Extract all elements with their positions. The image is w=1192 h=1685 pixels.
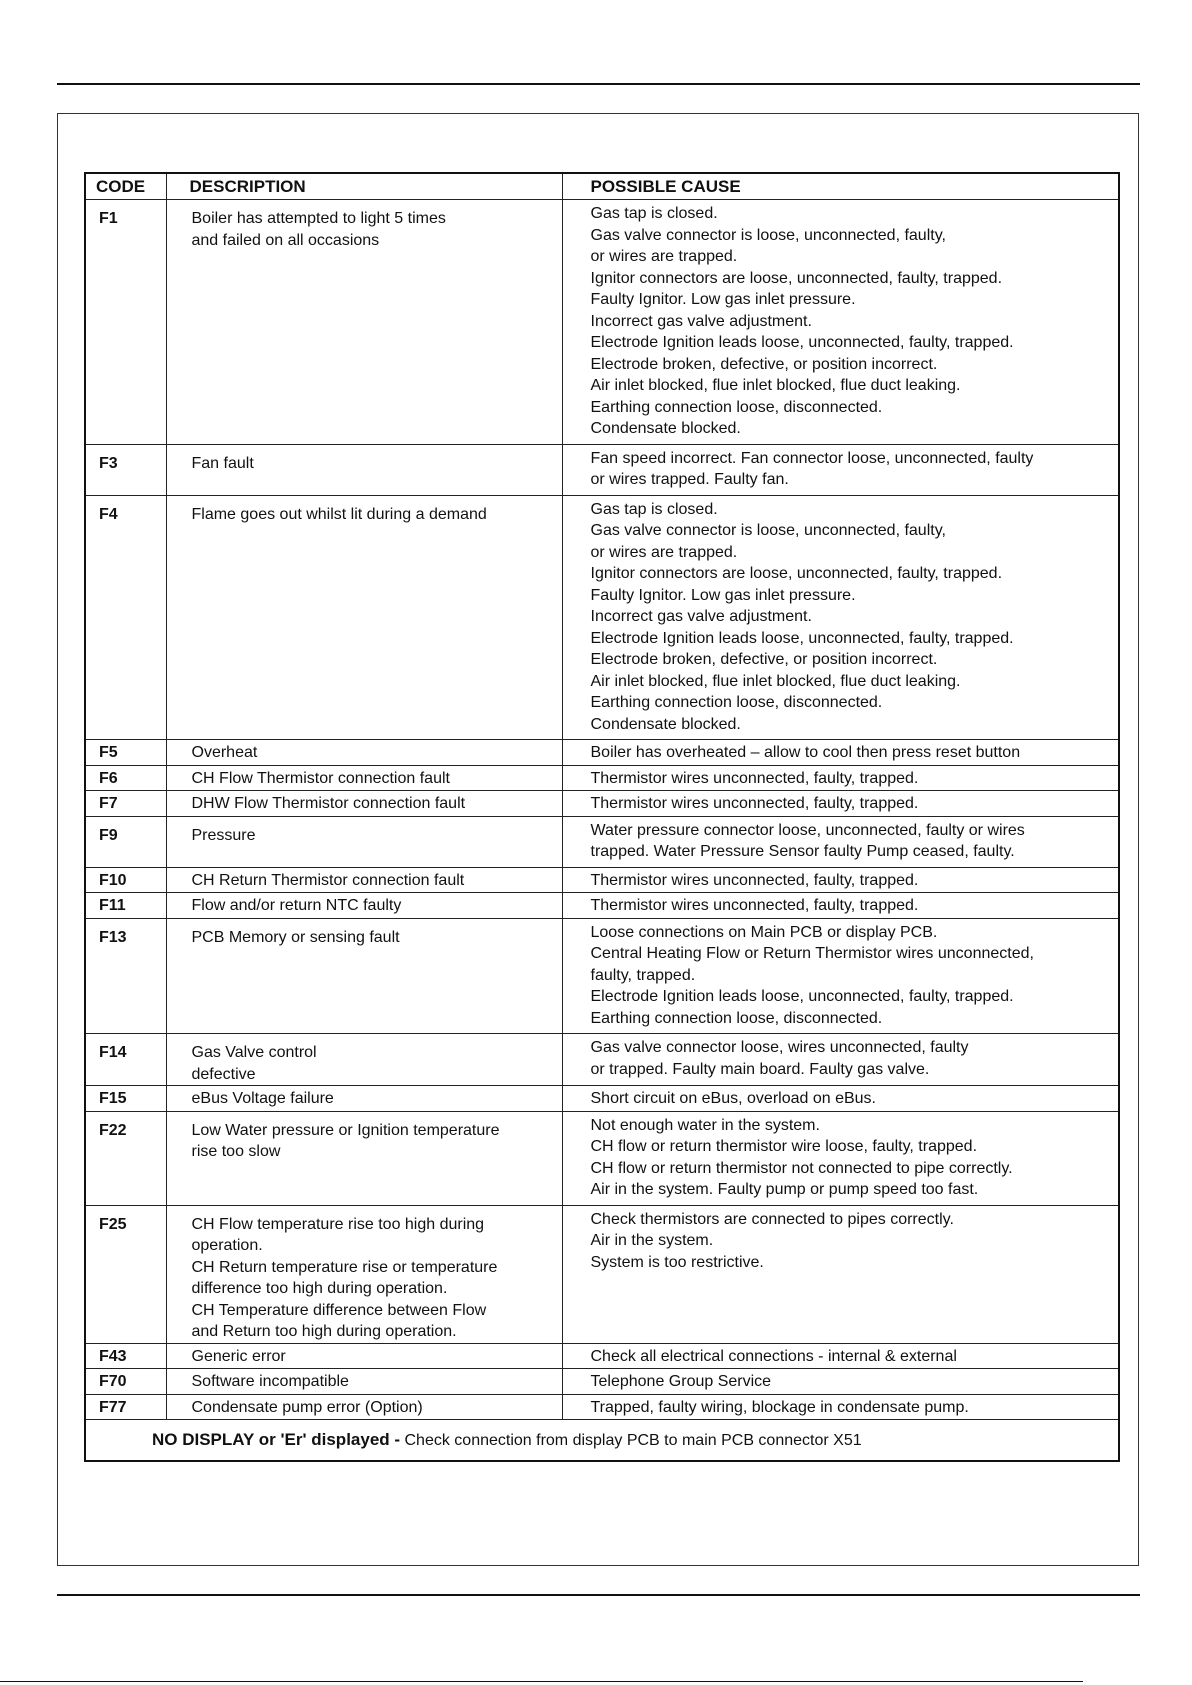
cause-line: or trapped. Faulty main board. Faulty gas valve. [590, 1060, 930, 1078]
description-line: and Return too high during operation. [191, 1323, 457, 1340]
fault-description [166, 1034, 562, 1086]
cause-line: Electrode Ignition leads loose, unconnected, faulty, trapped. [590, 334, 1014, 351]
table-row [85, 200, 1119, 445]
cause-line: Faulty Ignitor. Low gas inlet pressure. [590, 586, 856, 604]
possible-cause [562, 495, 1119, 740]
fault-code: F43 [85, 1343, 166, 1369]
cause-line: Air inlet blocked, flue inlet blocked, flue duct leaking. [590, 672, 961, 690]
cause-line: Thermistor wires unconnected, faulty, trapped. [590, 897, 919, 914]
cause-line: Gas valve connector loose, wires unconnected, faulty [590, 1039, 969, 1056]
fault-description [166, 495, 562, 740]
possible-cause [562, 918, 1119, 1034]
cause-line: Air in the system. Faulty pump or pump speed too fast. [590, 1181, 979, 1198]
fault-code: F15 [85, 1086, 166, 1112]
fault-description [166, 1086, 562, 1112]
description-line: CH Return Thermistor connection fault [191, 871, 465, 889]
fault-code: F22 [85, 1111, 166, 1205]
bottom-rule [57, 1594, 1140, 1596]
description-line: Low Water pressure or Ignition temperature [191, 1121, 500, 1139]
table-row [85, 1369, 1119, 1395]
possible-cause [562, 867, 1119, 893]
possible-cause [562, 1086, 1119, 1112]
fault-code: F10 [85, 867, 166, 893]
cause-line: Ignitor connectors are loose, unconnected, faulty, trapped. [590, 269, 1003, 287]
fault-code: F11 [85, 893, 166, 919]
table-row [85, 740, 1119, 766]
fault-code: F4 [85, 495, 166, 740]
description-line: Condensate pump error (Option) [191, 1398, 423, 1416]
fault-code: F3 [85, 444, 166, 495]
table-header-row [85, 173, 1119, 200]
possible-cause [562, 1343, 1119, 1369]
possible-cause [562, 1205, 1119, 1343]
cause-line: Gas tap is closed. [590, 205, 718, 222]
fault-description [166, 200, 562, 445]
description-line: difference too high during operation. [191, 1280, 448, 1297]
table-row [85, 867, 1119, 893]
cause-line: Earthing connection loose, disconnected. [590, 694, 883, 711]
cause-line: Thermistor wires unconnected, faulty, trapped. [590, 795, 919, 812]
cause-line: Gas tap is closed. [590, 500, 718, 518]
cause-line: Trapped, faulty wiring, blockage in condensate pump. [590, 1398, 969, 1416]
cause-line: Boiler has overheated – allow to cool then press reset button [590, 744, 1021, 761]
fault-description [166, 1343, 562, 1369]
cause-line: Gas valve connector is loose, unconnected, faulty, [590, 522, 946, 539]
fault-code: F6 [85, 765, 166, 791]
header-code: CODE [85, 173, 166, 200]
no-display-instruction: Check connection from display PCB to main PCB connector X51 [404, 1431, 862, 1449]
fault-code: F7 [85, 791, 166, 817]
table-row [85, 1086, 1119, 1112]
cause-line: Electrode Ignition leads loose, unconnected, faulty, trapped. [590, 988, 1014, 1005]
table-footer-row [85, 1420, 1119, 1462]
fault-code-table [84, 172, 1120, 1462]
fault-description [166, 444, 562, 495]
footer-rule [0, 1681, 1083, 1682]
description-line: operation. [191, 1237, 263, 1254]
cause-line: CH flow or return thermistor not connected to pipe correctly. [590, 1159, 1013, 1177]
cause-line: Electrode broken, defective, or position incorrect. [590, 651, 938, 668]
description-line: defective [191, 1065, 256, 1083]
fault-description [166, 740, 562, 766]
description-line: Fan fault [191, 454, 254, 472]
table-row [85, 1394, 1119, 1420]
fault-description [166, 893, 562, 919]
possible-cause [562, 200, 1119, 445]
description-line: CH Temperature difference between Flow [191, 1301, 487, 1319]
table-row [85, 495, 1119, 740]
cause-line: Check thermistors are connected to pipes correctly. [590, 1210, 954, 1228]
table-row [85, 765, 1119, 791]
cause-line: faulty, trapped. [590, 966, 696, 984]
possible-cause [562, 893, 1119, 919]
fault-code: F70 [85, 1369, 166, 1395]
cause-line: Air in the system. [590, 1232, 714, 1249]
no-display-note [85, 1420, 1119, 1462]
cause-line: CH flow or return thermistor wire loose, faulty, trapped. [590, 1138, 978, 1155]
cause-line: Air inlet blocked, flue inlet blocked, flue duct leaking. [590, 377, 961, 394]
possible-cause [562, 1369, 1119, 1395]
top-rule [57, 83, 1140, 85]
fault-description [166, 1394, 562, 1420]
fault-description [166, 918, 562, 1034]
description-line: DHW Flow Thermistor connection fault [191, 795, 466, 812]
table-row [85, 816, 1119, 867]
cause-line: Thermistor wires unconnected, faulty, trapped. [590, 871, 919, 889]
fault-code: F25 [85, 1205, 166, 1343]
cause-line: Ignitor connectors are loose, unconnected, faulty, trapped. [590, 565, 1003, 582]
description-line: CH Flow Thermistor connection fault [191, 769, 450, 787]
fault-rows [85, 200, 1119, 1420]
cause-line: Incorrect gas valve adjustment. [590, 312, 812, 330]
possible-cause [562, 444, 1119, 495]
cause-line: trapped. Water Pressure Sensor faulty Pump ceased, faulty. [590, 843, 1015, 860]
possible-cause [562, 740, 1119, 766]
fault-code: F5 [85, 740, 166, 766]
table-row [85, 918, 1119, 1034]
cause-line: or wires trapped. Faulty fan. [590, 471, 789, 488]
description-line: Pressure [191, 826, 256, 844]
cause-line: Earthing connection loose, disconnected. [590, 398, 883, 416]
cause-line: Electrode Ignition leads loose, unconnected, faulty, trapped. [590, 629, 1014, 647]
description-line: PCB Memory or sensing fault [191, 928, 400, 946]
table-row [85, 893, 1119, 919]
cause-line: Check all electrical connections - internal & external [590, 1347, 957, 1365]
cause-line: System is too restrictive. [590, 1253, 764, 1271]
cause-line: or wires are trapped. [590, 248, 738, 265]
description-line: Flow and/or return NTC faulty [191, 897, 402, 914]
fault-code: F77 [85, 1394, 166, 1420]
description-line: CH Flow temperature rise too high during [191, 1215, 485, 1233]
fault-code: F9 [85, 816, 166, 867]
fault-description [166, 1205, 562, 1343]
cause-line: Central Heating Flow or Return Thermistor wires unconnected, [590, 945, 1034, 962]
cause-line: Fan speed incorrect. Fan connector loose, unconnected, faulty [590, 449, 1034, 467]
cause-line: Condensate blocked. [590, 715, 741, 733]
description-line: CH Return temperature rise or temperature [191, 1258, 498, 1276]
cause-line: or wires are trapped. [590, 543, 738, 561]
possible-cause [562, 1034, 1119, 1086]
cause-line: Gas valve connector is loose, unconnected, faulty, [590, 226, 946, 244]
fault-description [166, 867, 562, 893]
description-line: eBus Voltage failure [191, 1090, 334, 1107]
possible-cause [562, 791, 1119, 817]
fault-description [166, 1369, 562, 1395]
description-line: Gas Valve control [191, 1044, 317, 1061]
description-line: Flame goes out whilst lit during a demand [191, 505, 487, 523]
fault-description [166, 791, 562, 817]
fault-description [166, 816, 562, 867]
possible-cause [562, 1394, 1119, 1420]
possible-cause [562, 816, 1119, 867]
cause-line: Thermistor wires unconnected, faulty, trapped. [590, 769, 919, 787]
fault-code: F14 [85, 1034, 166, 1086]
description-line: Overheat [191, 744, 258, 761]
cause-line: Incorrect gas valve adjustment. [590, 608, 812, 625]
table-row [85, 791, 1119, 817]
header-description: DESCRIPTION [166, 173, 562, 200]
fault-description [166, 1111, 562, 1205]
cause-line: Loose connections on Main PCB or display PCB. [590, 923, 938, 941]
table-row [85, 1343, 1119, 1369]
table-row [85, 1205, 1119, 1343]
description-line: rise too slow [191, 1143, 281, 1160]
cause-line: Electrode broken, defective, or position incorrect. [590, 355, 938, 373]
fault-code: F13 [85, 918, 166, 1034]
fault-description [166, 765, 562, 791]
cause-line: Faulty Ignitor. Low gas inlet pressure. [590, 291, 856, 308]
cause-line: Telephone Group Service [590, 1373, 772, 1390]
description-line: Generic error [191, 1347, 286, 1365]
header-possible-cause: POSSIBLE CAUSE [562, 173, 1119, 200]
table-row [85, 1034, 1119, 1086]
description-line: Boiler has attempted to light 5 times [191, 210, 446, 227]
description-line: Software incompatible [191, 1373, 349, 1390]
description-line: and failed on all occasions [191, 231, 380, 249]
fault-code: F1 [85, 200, 166, 445]
cause-line: Not enough water in the system. [590, 1116, 820, 1134]
possible-cause [562, 1111, 1119, 1205]
cause-line: Short circuit on eBus, overload on eBus. [590, 1090, 876, 1107]
possible-cause [562, 765, 1119, 791]
cause-line: Water pressure connector loose, unconnected, faulty or wires [590, 821, 1025, 839]
cause-line: Earthing connection loose, disconnected. [590, 1009, 883, 1027]
table-row [85, 444, 1119, 495]
cause-line: Condensate blocked. [590, 420, 741, 437]
table-row [85, 1111, 1119, 1205]
no-display-label: NO DISPLAY or 'Er' displayed - [152, 1429, 401, 1449]
